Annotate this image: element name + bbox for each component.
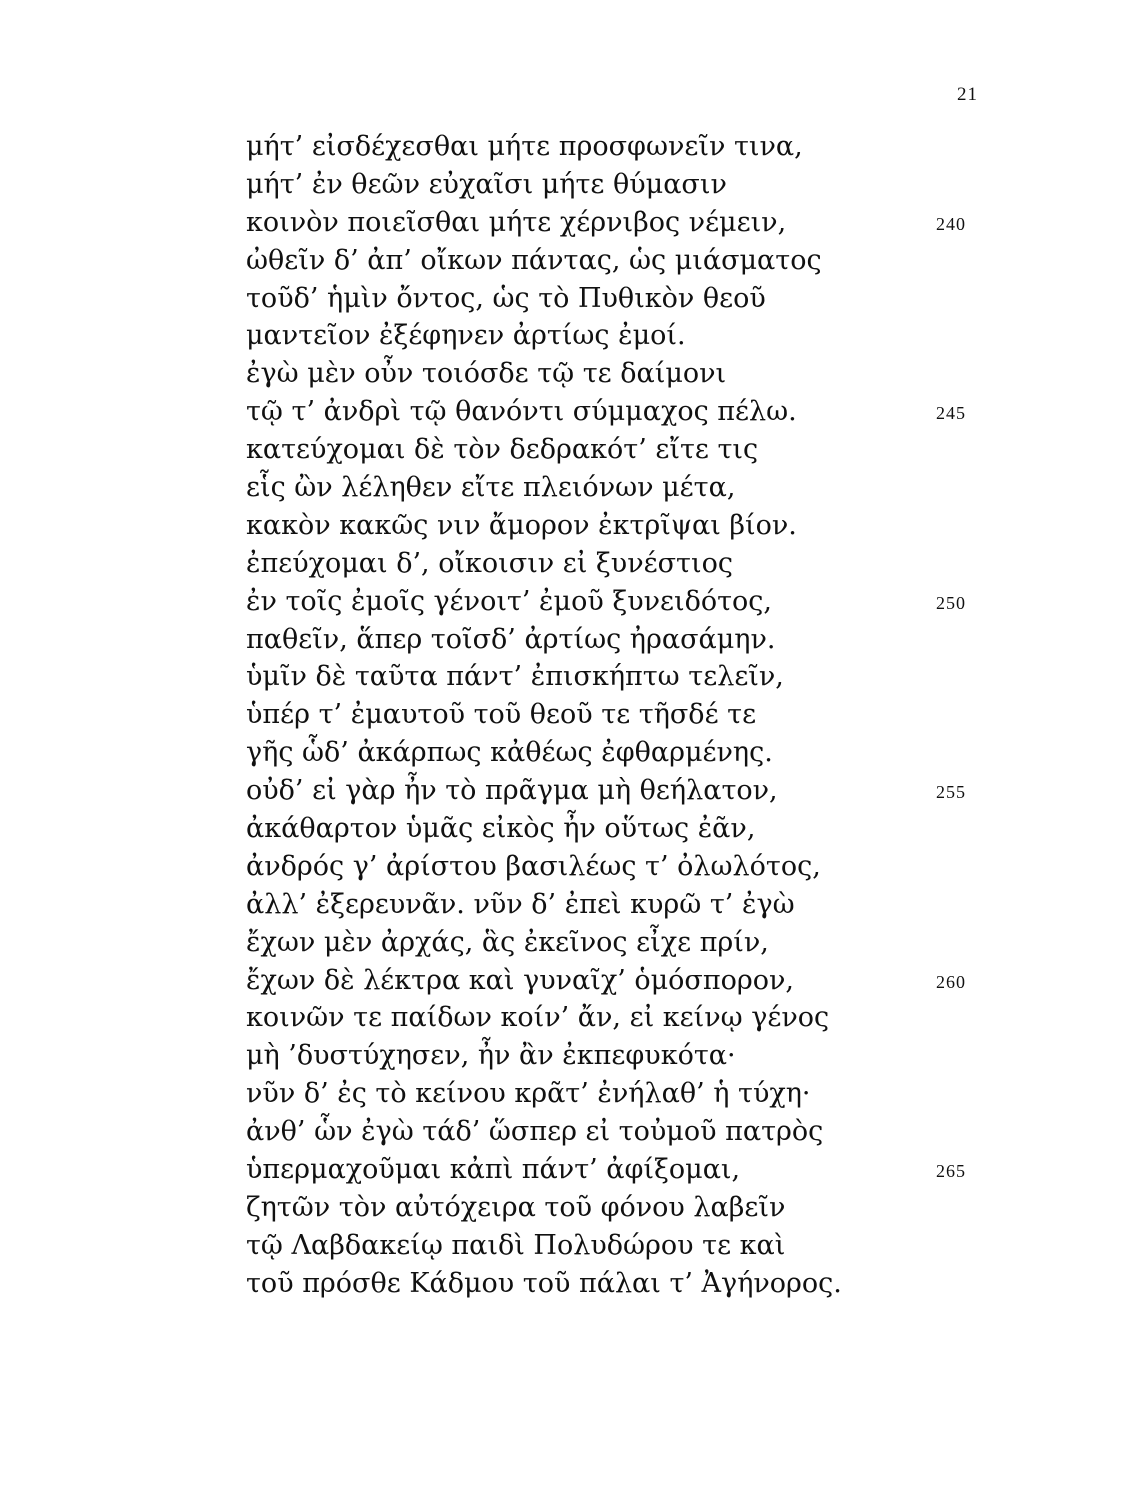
- line-number: 250: [936, 592, 966, 613]
- verse-line: [246, 999, 986, 1037]
- verse-line: [246, 734, 986, 772]
- verse-line-text: τοῦδ’ ἡμὶν ὄντος, ὡς τὸ Πυθικὸν θεοῦ: [246, 282, 766, 314]
- verse-line: [246, 583, 986, 621]
- verse-line: [246, 280, 986, 318]
- verse-line: [246, 772, 986, 810]
- verse-line-text: τῷ Λαβδακείῳ παιδὶ Πολυδώρου τε καὶ: [246, 1229, 786, 1261]
- verse-line: [246, 962, 986, 1000]
- verse-line: [246, 1151, 986, 1189]
- verse-line: [246, 128, 986, 166]
- verse-line-text: ὠθεῖν δ’ ἀπ’ οἴκων πάντας, ὡς μιάσματος: [246, 244, 822, 276]
- verse-line: [246, 621, 986, 659]
- line-number: 265: [936, 1161, 966, 1182]
- verse-line-text: ἀλλ’ ἐξερευνᾶν. νῦν δ’ ἐπεὶ κυρῶ τ’ ἐγὼ: [246, 888, 795, 920]
- verse-block: [246, 128, 986, 1303]
- verse-line: [246, 1265, 986, 1303]
- verse-line-text: ἀνθ’ ὧν ἐγὼ τάδ’ ὥσπερ εἰ τοὐμοῦ πατρὸς: [246, 1116, 824, 1148]
- verse-line-text: ζητῶν τὸν αὐτόχειρα τοῦ φόνου λαβεῖν: [246, 1191, 786, 1223]
- verse-line: [246, 1075, 986, 1113]
- verse-line-text: ἔχων δὲ λέκτρα καὶ γυναῖχ’ ὁμόσπορον,: [246, 964, 794, 996]
- verse-line: [246, 924, 986, 962]
- verse-line: [246, 431, 986, 469]
- line-number: 260: [936, 971, 966, 992]
- verse-line: [246, 1113, 986, 1151]
- verse-line: [246, 242, 986, 280]
- verse-line-text: μήτ’ εἰσδέχεσθαι μήτε προσφωνεῖν τινα,: [246, 131, 803, 162]
- verse-line-text: κοινῶν τε παίδων κοίν’ ἄν, εἰ κείνῳ γένος: [246, 1002, 830, 1034]
- line-number: 255: [936, 782, 966, 803]
- verse-line-text: ἀνδρός γ’ ἀρίστου βασιλέως τ’ ὀλωλότος,: [246, 850, 821, 882]
- verse-line: [246, 1189, 986, 1227]
- verse-line: [246, 317, 986, 355]
- verse-line: [246, 886, 986, 924]
- line-number: 245: [936, 403, 966, 424]
- verse-line-text: νῦν δ’ ἐς τὸ κείνου κρᾶτ’ ἐνήλαθ’ ἡ τύχη·: [246, 1078, 811, 1110]
- verse-line-text: εἷς ὢν λέληθεν εἴτε πλειόνων μέτα,: [246, 472, 736, 504]
- verse-line-text: κακὸν κακῶς νιν ἄμορον ἐκτρῖψαι βίον.: [246, 509, 797, 541]
- verse-line-text: παθεῖν, ἅπερ τοῖσδ’ ἀρτίως ἠρασάμην.: [246, 623, 776, 655]
- verse-line: [246, 696, 986, 734]
- verse-line-text: ἐγὼ μὲν οὖν τοιόσδε τῷ τε δαίμονι: [246, 358, 727, 390]
- verse-line: [246, 355, 986, 393]
- line-number: 240: [936, 213, 966, 234]
- verse-line: [246, 658, 986, 696]
- verse-line: [246, 545, 986, 583]
- verse-line-text: τοῦ πρόσθε Κάδμου τοῦ πάλαι τ’ Ἀγήνορος.: [246, 1267, 842, 1299]
- verse-line-text: ἐν τοῖς ἐμοῖς γένοιτ’ ἐμοῦ ξυνειδότος,: [246, 585, 772, 617]
- verse-line: [246, 393, 986, 431]
- page-number: 21: [957, 84, 978, 105]
- verse-line-text: ὑμῖν δὲ ταῦτα πάντ’ ἐπισκήπτω τελεῖν,: [246, 661, 784, 693]
- verse-line-text: μαντεῖον ἐξέφηνεν ἀρτίως ἐμοί.: [246, 320, 686, 352]
- verse-line: [246, 204, 986, 242]
- verse-line-text: οὐδ’ εἰ γὰρ ἦν τὸ πρᾶγμα μὴ θεήλατον,: [246, 775, 778, 807]
- verse-line: [246, 848, 986, 886]
- verse-line-text: γῆς ὧδ’ ἀκάρπως κἀθέως ἐφθαρμένης.: [246, 737, 773, 769]
- verse-line: [246, 1037, 986, 1075]
- verse-line: [246, 1227, 986, 1265]
- verse-line-text: ὑπερμαχοῦμαι κἀπὶ πάντ’ ἀφίξομαι,: [246, 1154, 741, 1186]
- verse-line-text: ἀκάθαρτον ὑμᾶς εἰκὸς ἦν οὕτως ἐᾶν,: [246, 813, 756, 845]
- verse-line: [246, 469, 986, 507]
- verse-line-text: ἔχων μὲν ἀρχάς, ἃς ἐκεῖνος εἶχε πρίν,: [246, 926, 769, 958]
- verse-line-text: ὑπέρ τ’ ἐμαυτοῦ τοῦ θεοῦ τε τῆσδέ τε: [246, 699, 757, 731]
- verse-line: [246, 810, 986, 848]
- verse-line-text: κατεύχομαι δὲ τὸν δεδρακότ’ εἴτε τις: [246, 434, 759, 466]
- verse-line: [246, 507, 986, 545]
- verse-line-text: μήτ’ ἐν θεῶν εὐχαῖσι μήτε θύμασιν: [246, 168, 727, 200]
- verse-line-text: ἐπεύχομαι δ’, οἴκοισιν εἰ ξυνέστιος: [246, 547, 733, 579]
- verse-line-text: μὴ ’δυστύχησεν, ἦν ἂν ἐκπεφυκότα·: [246, 1040, 736, 1072]
- verse-line-text: κοινὸν ποιεῖσθαι μήτε χέρνιβος νέμειν,: [246, 206, 787, 238]
- verse-line: [246, 166, 986, 204]
- verse-line-text: τῷ τ’ ἀνδρὶ τῷ θανόντι σύμμαχος πέλω.: [246, 396, 797, 428]
